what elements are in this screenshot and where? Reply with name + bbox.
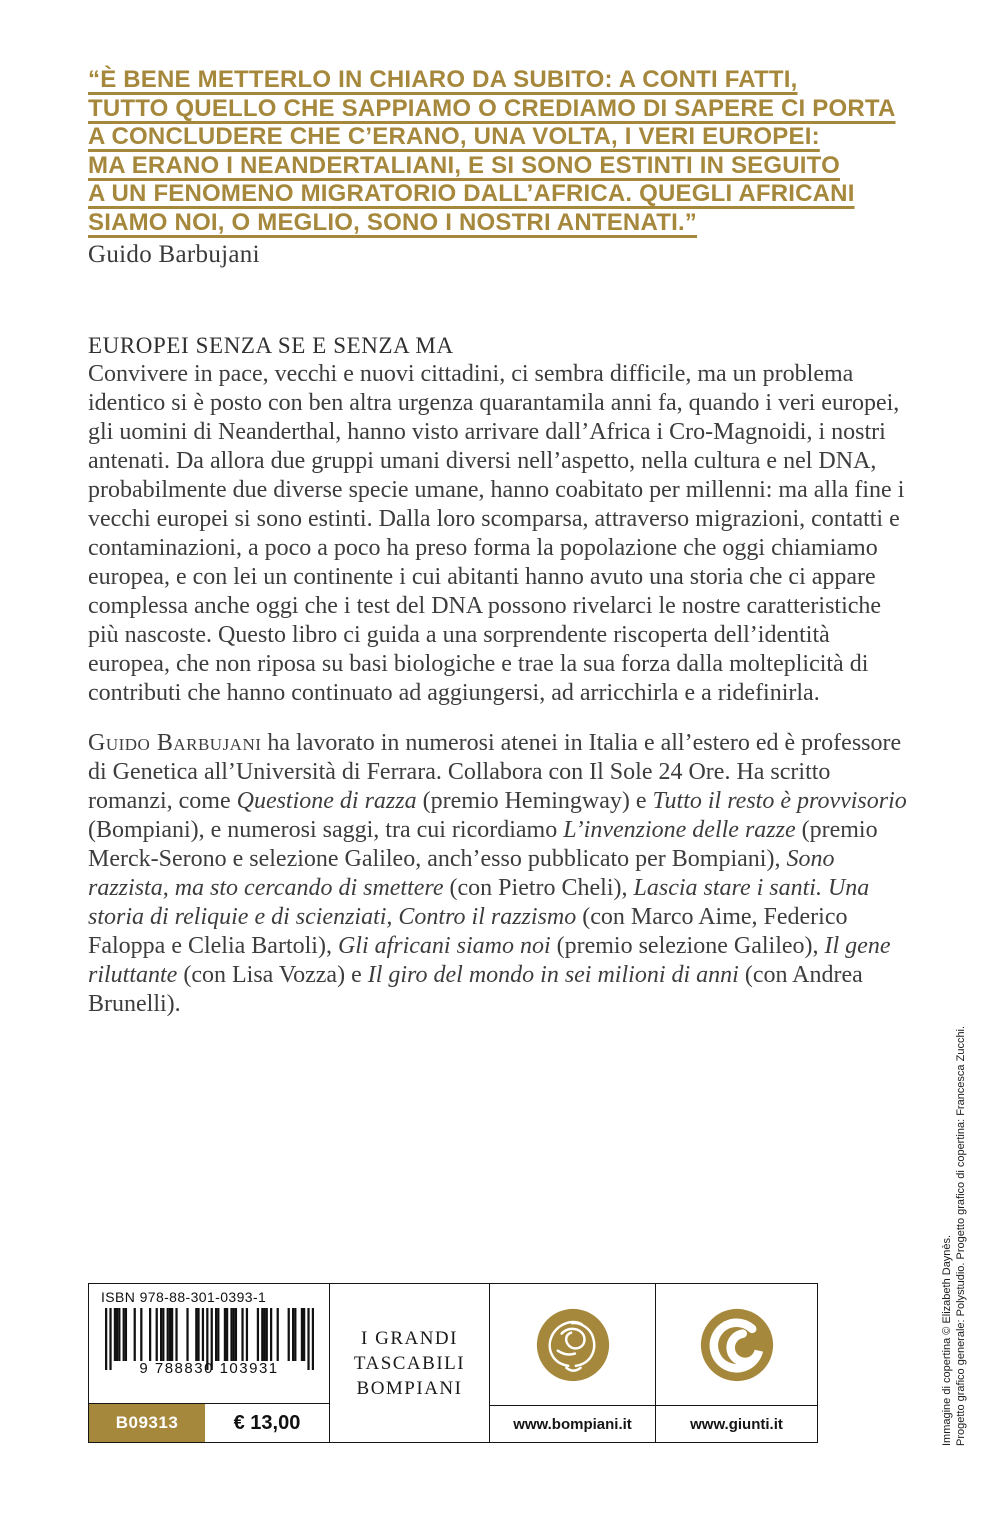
isbn-label: ISBN 978-88-301-0393-1 <box>101 1289 267 1305</box>
barcode-digits: 9 788830 103931 <box>139 1360 279 1377</box>
price-row <box>89 1403 329 1442</box>
giunti-url: www.giunti.it <box>656 1405 817 1442</box>
cover-image-credit: Immagine di copertina © Elizabeth Daynès. <box>941 1234 953 1446</box>
synopsis-text: Convivere in pace, vecchi e nuovi cittadini, ci sembra difficile, ma un problema identico si è posto con ben altra urgenza quarantamila anni fa, quando i veri europei, gli uomini di Neanderthal, hanno visto arrivare dall’Africa i Cro-Magnoidi, i nostri antenati. Da allora due gruppi umani diversi nell’aspetto, nella cultura e nel DNA, probabilmente due diverse specie umane, hanno coabitato per millenni: ma alla fine i vecchi europei si sono estinti. Dalla loro scomparsa, attraverso migrazioni, contatti e contaminazioni, a poco a poco ha preso forma la popolazione che oggi chiamiamo europea, e con lei un continente i cui abitanti hanno avuto una storia che ci appare complessa anche oggi che i test del DNA possono rivelarci le nostre caratteristiche più nascoste. Questo libro ci guida a una sorprendente riscoperta dell’identità europea, che non riposa su basi biologiche e trae la sua forza dalla molteplicità di contributi che hanno continuato ad aggiungersi, ad arricchirla e a ridefinirla. <box>88 361 905 706</box>
bompiani-panel <box>489 1284 655 1442</box>
publisher-footer <box>88 1283 818 1443</box>
giunti-panel <box>655 1284 817 1442</box>
author-bio: Guido Barbujani ha lavorato in numerosi atenei in Italia e all’estero ed è professore di Genetica all’Università di Ferrara. Collabora con Il Sole 24 Ore. Ha scritto romanzi, come Questione di razza (premio Hemingway) e Tutto il resto è provvisorio (Bompiani), e numerosi saggi, tra cui ricordiamo L’invenzione delle razze (premio Merck-Serono e selezione Galileo, anch’esso pubblicato per Bompiani), Sono razzista, ma sto cercando di smettere (con Pietro Cheli), Lascia stare i santi. Una storia di reliquie e di scienziati, Contro il razzismo (con Marco Aime, Federico Faloppa e Clelia Bartoli), Gli africani siamo noi (premio selezione Galileo), Il gene riluttante (con Lisa Vozza) e Il giro del mondo in sei milioni di anni (con Andrea Brunelli). <box>88 730 907 1017</box>
cover-quote: “È BENE METTERLO IN CHIARO DA SUBITO: A CONTI FATTI, TUTTO QUELLO CHE SAPPIAMO O CREDIAMO DI SAPERE CI PORTA A CONCLUDERE CHE C’ERANO, UNA VOLTA, I VERI EUROPEI: MA ERANO I NEANDERTALIANI, E SI SONO ESTINTI IN SEGUITO A UN FENOMENO MIGRATORIO DALL’AFRICA. QUEGLI AFRICANI SIAMO NOI, O MEGLIO, SONO I NOSTRI ANTENATI.” <box>88 66 896 236</box>
barcode-panel <box>89 1284 329 1442</box>
bompiani-url: www.bompiani.it <box>490 1405 655 1442</box>
series-panel: I GRANDI TASCABILI BOMPIANI <box>329 1284 489 1442</box>
design-credit: Progetto grafico generale: Polystudio. Progetto grafico di copertina: Francesca Zucchi. <box>955 1025 967 1446</box>
bompiani-flower-icon <box>535 1307 611 1383</box>
giunti-logo-area <box>656 1284 817 1405</box>
synopsis-block <box>88 331 912 1019</box>
price-label: € 13,00 <box>233 1411 301 1434</box>
quote-attribution: Guido Barbujani <box>88 241 260 268</box>
bompiani-logo-area <box>490 1284 655 1405</box>
synopsis-title: EUROPEI SENZA SE E SENZA MA <box>88 333 454 358</box>
giunti-swirl-icon <box>699 1307 775 1383</box>
edition-code-badge: B09313 <box>89 1404 205 1442</box>
